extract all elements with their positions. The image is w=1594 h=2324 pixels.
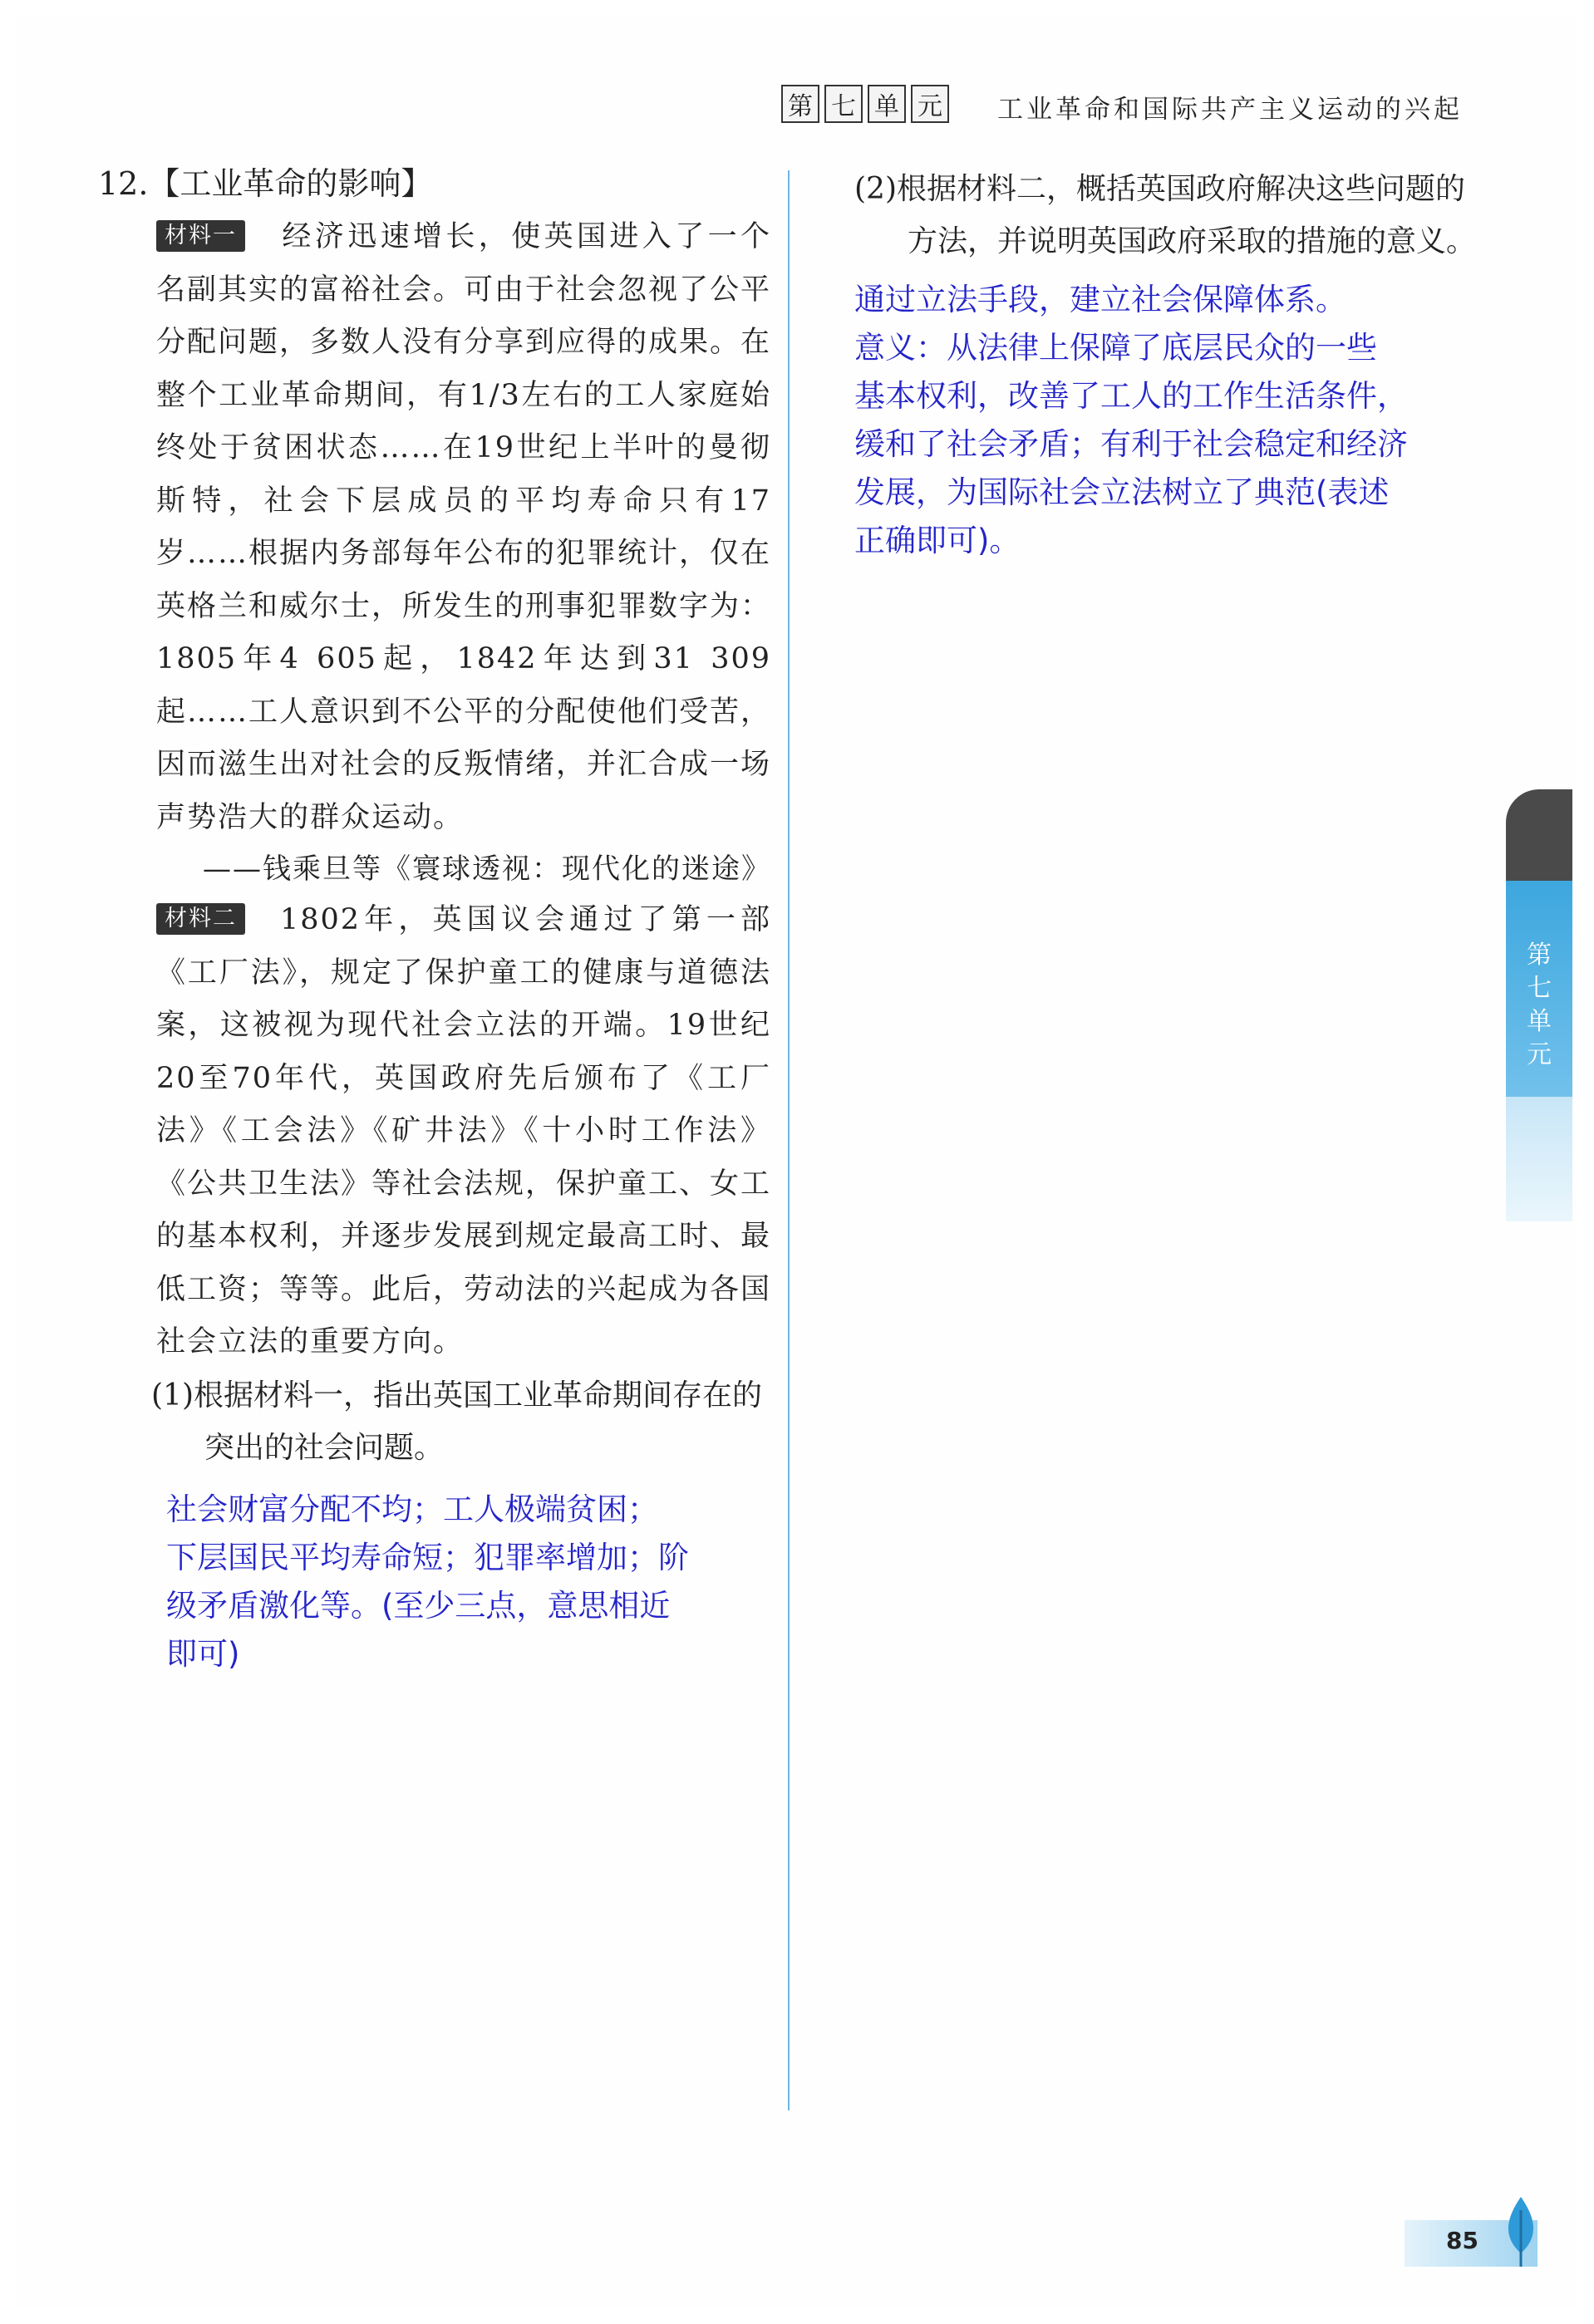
material-one-source: ——钱乘旦等《寰球透视：现代化的迷途》 bbox=[203, 852, 771, 886]
answer-line: 缓和了社会矛盾；有利于社会稳定和经济 bbox=[854, 426, 1408, 462]
material-one-tag: 材料一 bbox=[156, 220, 245, 252]
answer-line: 级矛盾激化等。(至少三点，意思相近 bbox=[166, 1587, 671, 1624]
left-column bbox=[98, 163, 771, 1678]
sub-question-1: (1)根据材料一，指出英国工业革命期间存在的突出的社会问题。 bbox=[151, 1378, 762, 1465]
answer-1 bbox=[98, 1486, 771, 1678]
answer-line: 正确即可)。 bbox=[854, 523, 1021, 558]
material-one-text: 经济迅速增长，使英国进入了一个名副其实的富裕社会。可由于社会忽视了公平分配问题，多数人没有分享到应得的成果。在整个工业革命期间，有1/3左右的工人家庭始终处于贫困状态……在19世纪上半叶的曼彻斯特，社会下层成员的平均寿命只有17岁……根据内务部每年公布的犯罪统计，仅在英格兰和威尔士，所发生的刑事犯罪数字为：1805年4 605起，1842年达到31 309起……工人意识到不公平的分配使他们受苦，因而滋生出对社会的反叛情绪，并汇合成一场声势浩大的群众运动。 bbox=[156, 220, 772, 834]
question-title: 12.【工业革命的影响】 bbox=[98, 165, 433, 202]
unit-char: 单 bbox=[868, 85, 906, 123]
header-title: 工业革命和国际共产主义运动的兴起 bbox=[997, 95, 1463, 125]
page-number: 85 bbox=[1446, 2227, 1478, 2254]
answer-line: 通过立法手段，建立社会保障体系。 bbox=[854, 282, 1346, 317]
side-tab-fade bbox=[1506, 1097, 1572, 1221]
answer-line: 社会财富分配不均；工人极端贫困； bbox=[166, 1491, 658, 1527]
answer-line: 基本权利，改善了工人的工作生活条件， bbox=[854, 378, 1408, 414]
answer-line: 下层国民平均寿命短；犯罪率增加；阶 bbox=[166, 1539, 689, 1575]
unit-label bbox=[781, 85, 949, 123]
right-column bbox=[854, 163, 1486, 565]
unit-char: 第 bbox=[781, 85, 819, 123]
leaf-icon bbox=[1498, 2194, 1544, 2268]
column-divider bbox=[788, 170, 790, 2110]
answer-line: 意义：从法律上保障了底层民众的一些 bbox=[854, 330, 1377, 366]
material-two-text: 1802年，英国议会通过了第一部《工厂法》，规定了保护童工的健康与道德法案，这被视为现代社会立法的开端。19世纪20至70年代，英国政府先后颁布了《工厂法》《工会法》《矿井法》《十小时工作法》《公共卫生法》等社会法规，保护童工、女工的基本权利，并逐步发展到规定最高工时、最低工资；等等。此后，劳动法的兴起成为各国社会立法的重要方向。 bbox=[156, 903, 772, 1359]
answer-line: 即可) bbox=[166, 1635, 240, 1672]
answer-line: 发展，为国际社会立法树立了典范(表述 bbox=[854, 474, 1390, 510]
sub-question-2: (2)根据材料二，概括英国政府解决这些问题的方法，并说明英国政府采取的措施的意义。 bbox=[854, 172, 1477, 258]
side-tab-label: 第七单元 bbox=[1527, 941, 1552, 1069]
material-two bbox=[98, 894, 771, 1369]
answer-2 bbox=[854, 276, 1486, 565]
unit-char: 七 bbox=[824, 85, 863, 123]
material-one bbox=[98, 211, 771, 844]
material-two-tag: 材料二 bbox=[156, 903, 245, 935]
unit-char: 元 bbox=[911, 85, 949, 123]
